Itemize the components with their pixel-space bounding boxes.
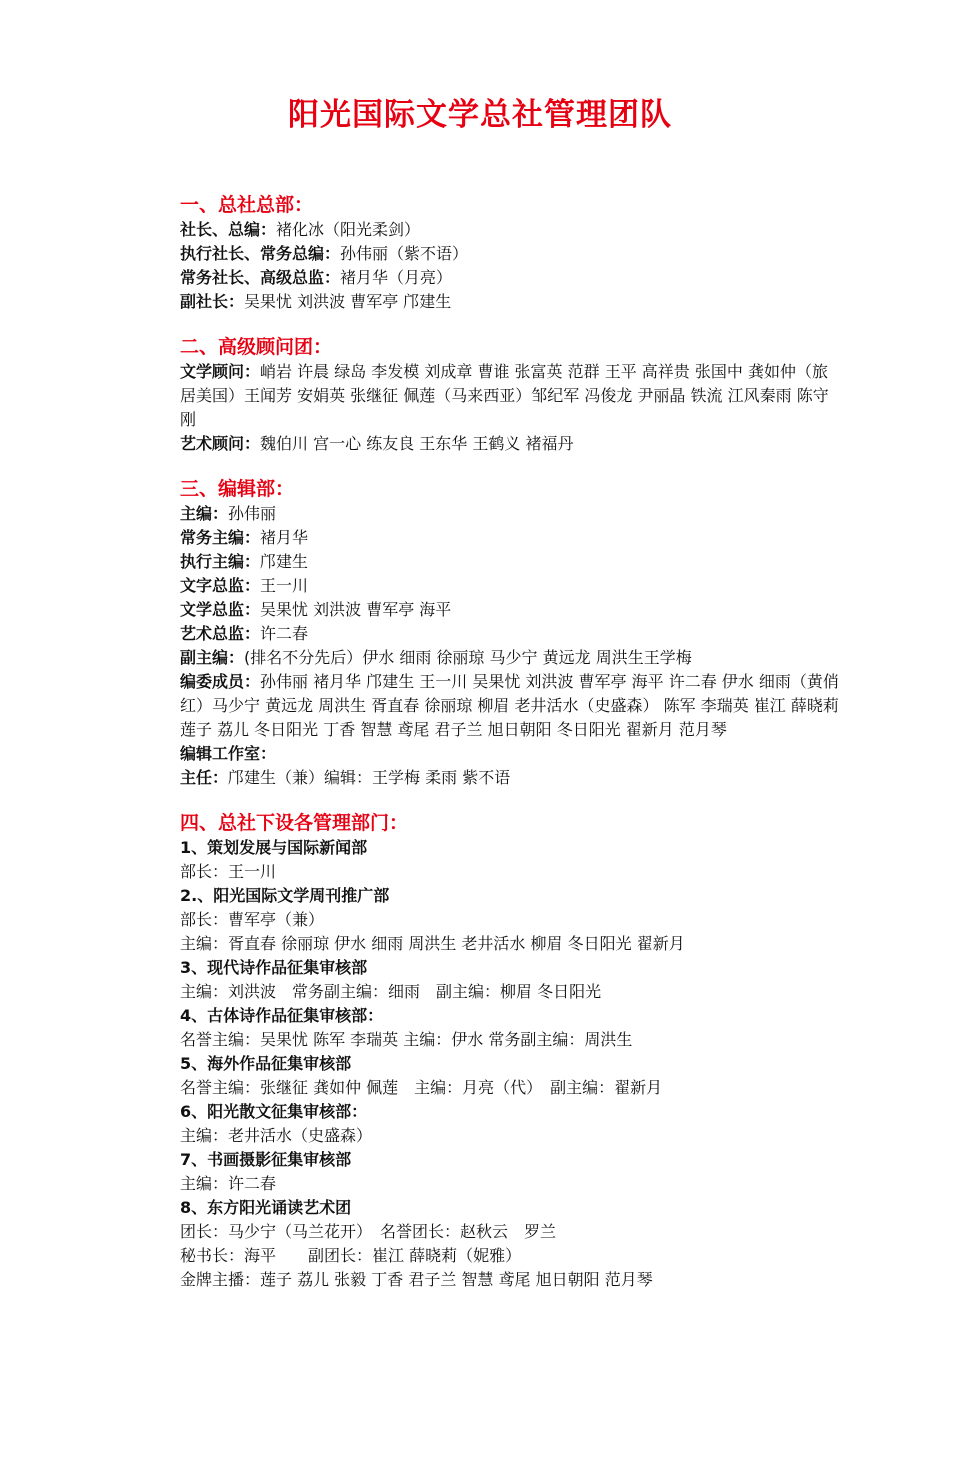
field-label: 编辑工作室： [180,744,277,763]
field-label: 执行主编： [180,552,261,571]
field-label: 副社长： [180,292,245,311]
department-line: 名誉主编：张继征 龚如仲 佩莲 主编：月亮（代） 副主编：翟新月 [180,1078,663,1097]
department-line: 秘书长：海平 副团长：崔江 薛晓莉（妮雅） [180,1246,522,1265]
field-label: 社长、总编： [180,220,277,239]
section-heading-departments: 四、总社下设各管理部门： [180,812,409,834]
field-value: 魏伯川 宫一心 练友良 王东华 王鹤义 褚福丹 [260,434,574,453]
department-line: 主编：胥直春 徐丽琼 伊水 细雨 周洪生 老井活水 柳眉 冬日阳光 翟新月 [180,934,685,953]
department-name: 7、书画摄影征集审核部 [180,1150,352,1169]
document-body [180,192,840,1292]
field-value: 孙伟丽 [228,504,277,523]
department-line: 主编：许二春 [180,1174,277,1193]
field-value: 吴果忧 刘洪波 曹军亭 海平 [260,600,452,619]
field-value: 褚月华 [260,528,309,547]
department-name: 2.、阳光国际文学周刊推广部 [180,886,390,905]
field-label: 艺术顾问： [180,434,261,453]
department-name: 4、古体诗作品征集审核部： [180,1006,384,1025]
field-label: 主任： [180,768,229,787]
department-name: 6、阳光散文征集审核部： [180,1102,368,1121]
field-label: 文学总监： [180,600,261,619]
department-line: 部长：曹军亭（兼） [180,910,325,929]
field-label: 副主编： [180,648,245,667]
department-line: 团长：马少宁（马兰花开） 名誉团长：赵秋云 罗兰 [180,1222,557,1241]
field-label: 文学顾问： [180,362,261,381]
field-label: 艺术总监： [180,624,261,643]
department-line: 主编：老井活水（史盛森） [180,1126,373,1145]
field-label: 执行社长、常务总编： [180,244,341,263]
field-value: 孙伟丽 褚月华 邝建生 王一川 吴果忧 刘洪波 曹军亭 海平 许二春 伊水 细雨（黄俏红）马少宁 黄远龙 周洪生 胥直春 徐丽琼 柳眉 老井活水（史盛森） 陈军 李瑞英 崔江 薛晓莉 莲子 荔儿 冬日阳光 丁香 智慧 鸢尾 君子兰 旭日朝阳 冬日阳光 翟新月 范月琴 [180,672,839,739]
section-heading-advisors: 二、高级顾问团： [180,336,333,358]
department-line: 名誉主编：吴果忧 陈军 李瑞英 主编：伊水 常务副主编：周洪生 [180,1030,633,1049]
field-label: 常务主编： [180,528,261,547]
field-value: 峭岩 许晨 绿岛 李发模 刘成章 曹谁 张富英 范群 王平 高祥贵 张国中 龚如仲（旅居美国）王闻芳 安娟英 张继征 佩莲（马来西亚）邹纪军 冯俊龙 尹丽晶 铁流 江风秦雨 陈守刚 [180,362,829,429]
field-value: 褚化冰（阳光柔剑） [276,220,421,239]
field-value: 孙伟丽（紫不语） [340,244,469,263]
field-value: 许二春 [260,624,309,643]
field-value: 邝建生 [260,552,309,571]
field-label: 主编： [180,504,229,523]
field-value: 褚月华（月亮） [340,268,453,287]
department-line: 主编：刘洪波 常务副主编：细雨 副主编：柳眉 冬日阳光 [180,982,602,1001]
department-name: 8、东方阳光诵读艺术团 [180,1198,352,1217]
page-title: 阳光国际文学总社管理团队 [288,97,672,133]
field-label: 编委成员： [180,672,261,691]
field-value: 邝建生（兼）编辑：王学梅 柔雨 紫不语 [228,768,511,787]
department-name: 5、海外作品征集审核部 [180,1054,352,1073]
department-line: 部长：王一川 [180,862,277,881]
department-name: 1、策划发展与国际新闻部 [180,838,368,857]
field-label: 文字总监： [180,576,261,595]
field-value: 王一川 [260,576,309,595]
department-name: 3、现代诗作品征集审核部 [180,958,368,977]
field-value: (排名不分先后）伊水 细雨 徐丽琼 马少宁 黄远龙 周洪生王学梅 [244,648,692,667]
section-heading-hq: 一、总社总部： [180,194,314,216]
field-label: 常务社长、高级总监： [180,268,341,287]
field-value: 吴果忧 刘洪波 曹军亭 邝建生 [244,292,452,311]
section-heading-editorial: 三、编辑部： [180,478,295,500]
department-line: 金牌主播：莲子 荔儿 张毅 丁香 君子兰 智慧 鸢尾 旭日朝阳 范月琴 [180,1270,653,1289]
